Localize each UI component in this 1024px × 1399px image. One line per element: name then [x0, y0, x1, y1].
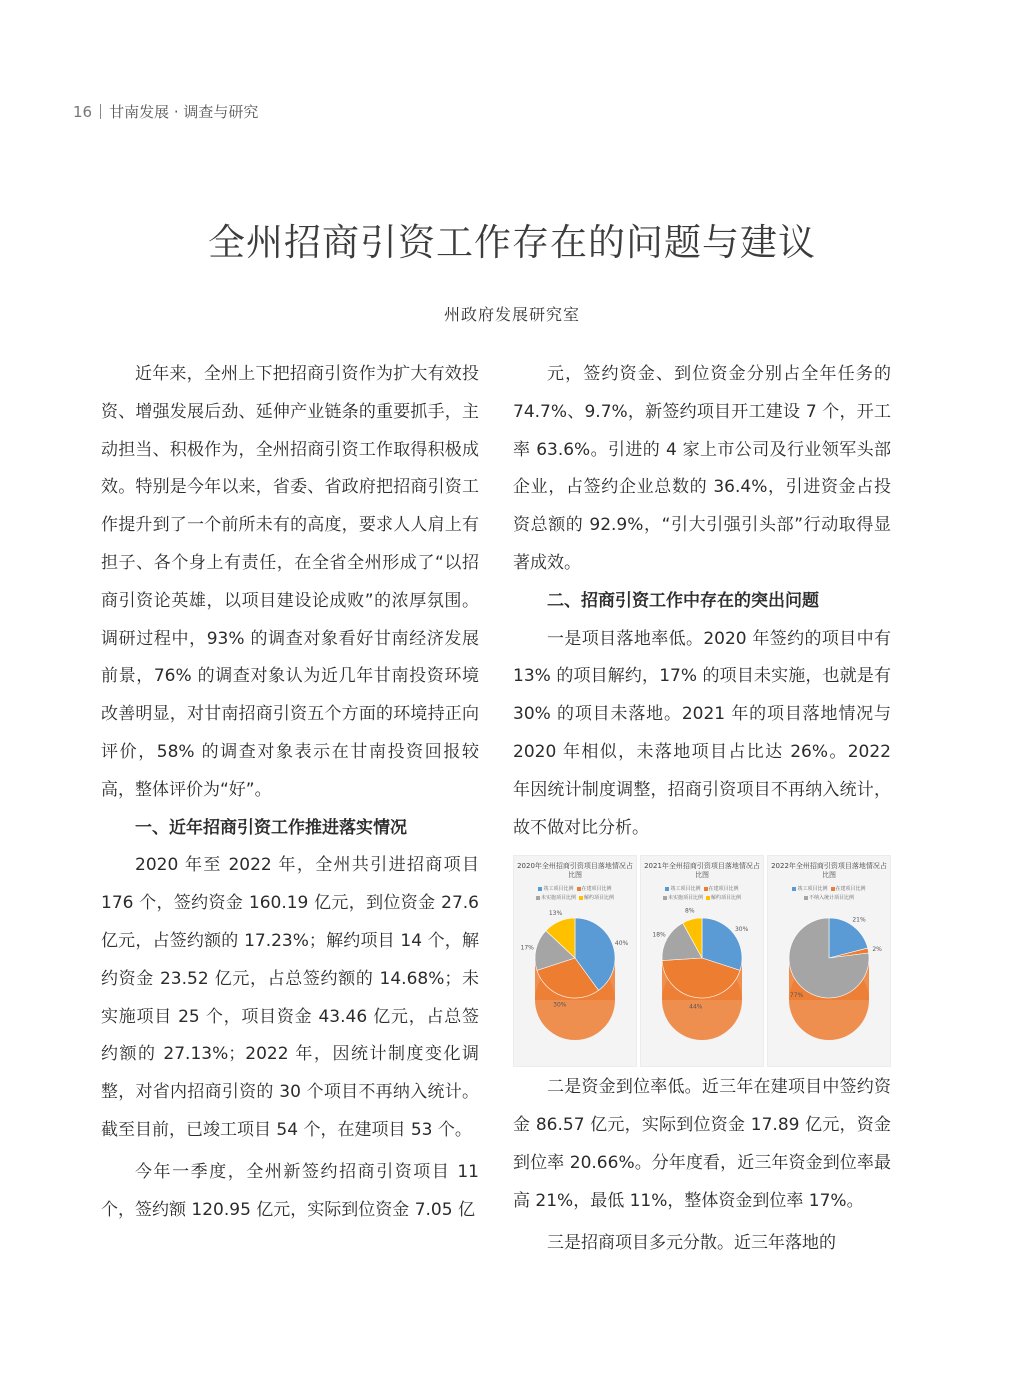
pie-chart-2021 — [640, 855, 764, 1067]
slice-label: 21% — [852, 916, 866, 924]
paragraph: 今年一季度，全州新签约招商引资项目 11 个，签约额 120.95 亿元，实际到位资金 7.05 亿 — [101, 1161, 479, 1220]
article-title: 全州招商引资工作存在的问题与建议 — [208, 221, 816, 264]
slice-label: 30% — [734, 926, 749, 934]
paragraph: 2020 年至 2022 年，全州共引进招商项目 176 个，签约资金 160.19 亿元，到位资金 27.6 亿元，占签约额的 17.23%；解约项目 14 个，解约资金 23.52 亿元，占总签约额的 14.68%；未实施项目 25 个，项目资金 43.46 亿元，占总签约额的 27.13%；2022 年，因统计制度变化调整，对省内招商引资的 30 个项目不再纳入统计。截至目前，已竣工项目 54 个，在建项目 53 个。 — [101, 855, 479, 1140]
paragraph: 近年来，全州上下把招商引资作为扩大有效投资、增强发展后劲、延伸产业链条的重要抓手，主动担当、积极作为，全州招商引资工作取得积极成效。特别是今年以来，省委、省政府把招商引资工作提升到了一个前所未有的高度，要求人人肩上有担子、各个身上有责任，在全省全州形成了“以招商引资论英雄，以项目建设论成败”的浓厚氛围。调研过程中，93% 的调查对象看好甘南经济发展前景，76% 的调查对象认为近几年甘南投资环境改善明显，对甘南招商引资五个方面的环境持正向评价，58% 的调查对象表示在甘南投资回报较高，整体评价为“好”。 — [101, 364, 479, 800]
pie-chart-2022 — [767, 855, 891, 1067]
section-heading: 一、近年招商引资工作推进落实情况 — [135, 817, 407, 838]
page-number: 16 — [73, 102, 93, 121]
legend-item: 竣工项目比例 — [665, 886, 700, 892]
slice-label: 77% — [789, 992, 804, 1000]
slice-label: 44% — [689, 1003, 703, 1011]
section-name: 甘南发展 · 调查与研究 — [109, 103, 259, 121]
section-heading: 二、招商引资工作中存在的突出问题 — [547, 590, 819, 611]
left-column — [101, 356, 479, 1229]
chart-title: 2021年全州招商引资项目落地情况占比图 — [644, 862, 760, 880]
legend-item: 未实施项目比例 — [663, 895, 703, 901]
pie-svg — [774, 896, 884, 1061]
legend-item: 解约项目比例 — [706, 895, 741, 901]
chart-title: 2022年全州招商引资项目落地情况占比图 — [771, 862, 887, 880]
legend-item: 解约项目比例 — [579, 895, 614, 901]
pie-svg — [647, 896, 757, 1061]
slice-label: 40% — [614, 940, 629, 948]
pie-charts-figure — [513, 855, 891, 1067]
paragraph: 三是招商项目多元分散。近三年落地的 — [547, 1232, 836, 1253]
legend-item: 在建项目比例 — [831, 886, 866, 892]
slice-label: 8% — [685, 907, 695, 915]
article-byline: 州政府发展研究室 — [443, 305, 580, 324]
legend-item: 在建项目比例 — [704, 886, 739, 892]
right-column — [513, 356, 891, 1262]
slice-label: 17% — [520, 944, 534, 952]
paragraph: 二是资金到位率低。近三年在建项目中签约资金 86.57 亿元，实际到位资金 17.89 亿元，资金到位率 20.66%。分年度看，近三年资金到位率最高 21%，最低 11%，整体资金到位率 17%。 — [513, 1077, 891, 1211]
pie-chart-2020 — [513, 855, 637, 1067]
slice-label: 2% — [872, 946, 882, 954]
legend-item: 未实施项目比例 — [536, 895, 576, 901]
legend-item: 不纳入统计项目比例 — [804, 895, 854, 901]
legend-item: 竣工项目比例 — [538, 886, 573, 892]
chart-title: 2020年全州招商引资项目落地情况占比图 — [517, 862, 633, 880]
running-header — [73, 101, 258, 122]
legend-item: 在建项目比例 — [577, 886, 612, 892]
slice-label: 18% — [652, 931, 666, 939]
slice-label: 13% — [548, 910, 563, 918]
paragraph: 元，签约资金、到位资金分别占全年任务的 74.7%、9.7%，新签约项目开工建设 7 个，开工率 63.6%。引进的 4 家上市公司及行业领军头部企业，占签约企业总数的 36.4%，引进资金占投资总额的 92.9%，“引大引强引头部”行动取得显著成效。 — [513, 364, 891, 573]
paragraph: 一是项目落地率低。2020 年签约的项目中有 13% 的项目解约，17% 的项目未实施，也就是有 30% 的项目未落地。2021 年的项目落地情况与 2020 年相似，未落地项目占比达 26%。2022 年因统计制度调整，招商引资项目不再纳入统计，故不做对比分析。 — [513, 628, 891, 838]
pie-svg — [520, 896, 630, 1061]
header-divider — [100, 104, 101, 119]
legend-item: 竣工项目比例 — [792, 886, 827, 892]
slice-label: 30% — [553, 1001, 567, 1009]
